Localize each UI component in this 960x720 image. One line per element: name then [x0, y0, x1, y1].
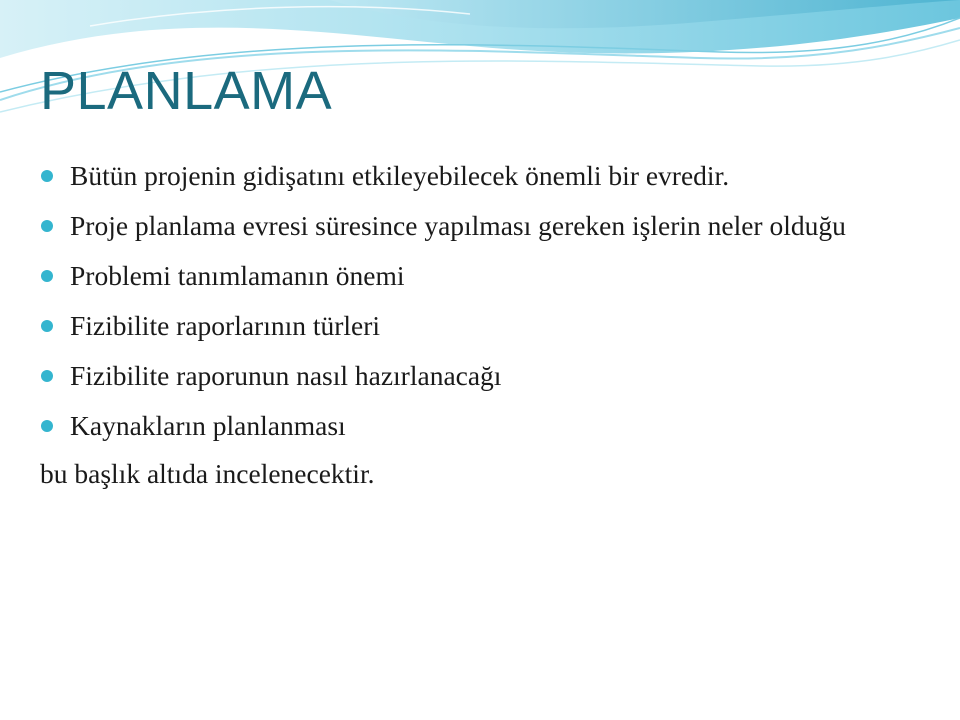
bullet-item	[40, 158, 900, 193]
bullet-item	[40, 258, 900, 293]
bullet-icon	[41, 420, 53, 432]
bullet-icon	[41, 370, 53, 382]
bullet-list	[40, 158, 900, 443]
bullet-text: Fizibilite raporunun nasıl hazırlanacağı	[70, 360, 502, 391]
bullet-text: Kaynakların planlanması	[70, 410, 346, 441]
bullet-text: Problemi tanımlamanın önemi	[70, 260, 405, 291]
bullet-item	[40, 308, 900, 343]
bullet-icon	[41, 220, 53, 232]
bullet-item	[40, 358, 900, 393]
bullet-item	[40, 208, 900, 243]
bullet-text: Bütün projenin gidişatını etkileyebilecek önemli bir evredir.	[70, 160, 730, 191]
bullet-item	[40, 408, 900, 443]
bullet-icon	[41, 170, 53, 182]
bullet-text: Fizibilite raporlarının türleri	[70, 310, 381, 341]
bullet-icon	[41, 320, 53, 332]
bullet-icon	[41, 270, 53, 282]
closing-text: bu başlık altıda incelenecektir.	[40, 458, 375, 489]
bullet-text: Proje planlama evresi süresince yapılması gereken işlerin neler olduğu	[70, 210, 846, 241]
slide-body	[40, 158, 900, 491]
slide-title: PLANLAMA	[40, 61, 333, 121]
